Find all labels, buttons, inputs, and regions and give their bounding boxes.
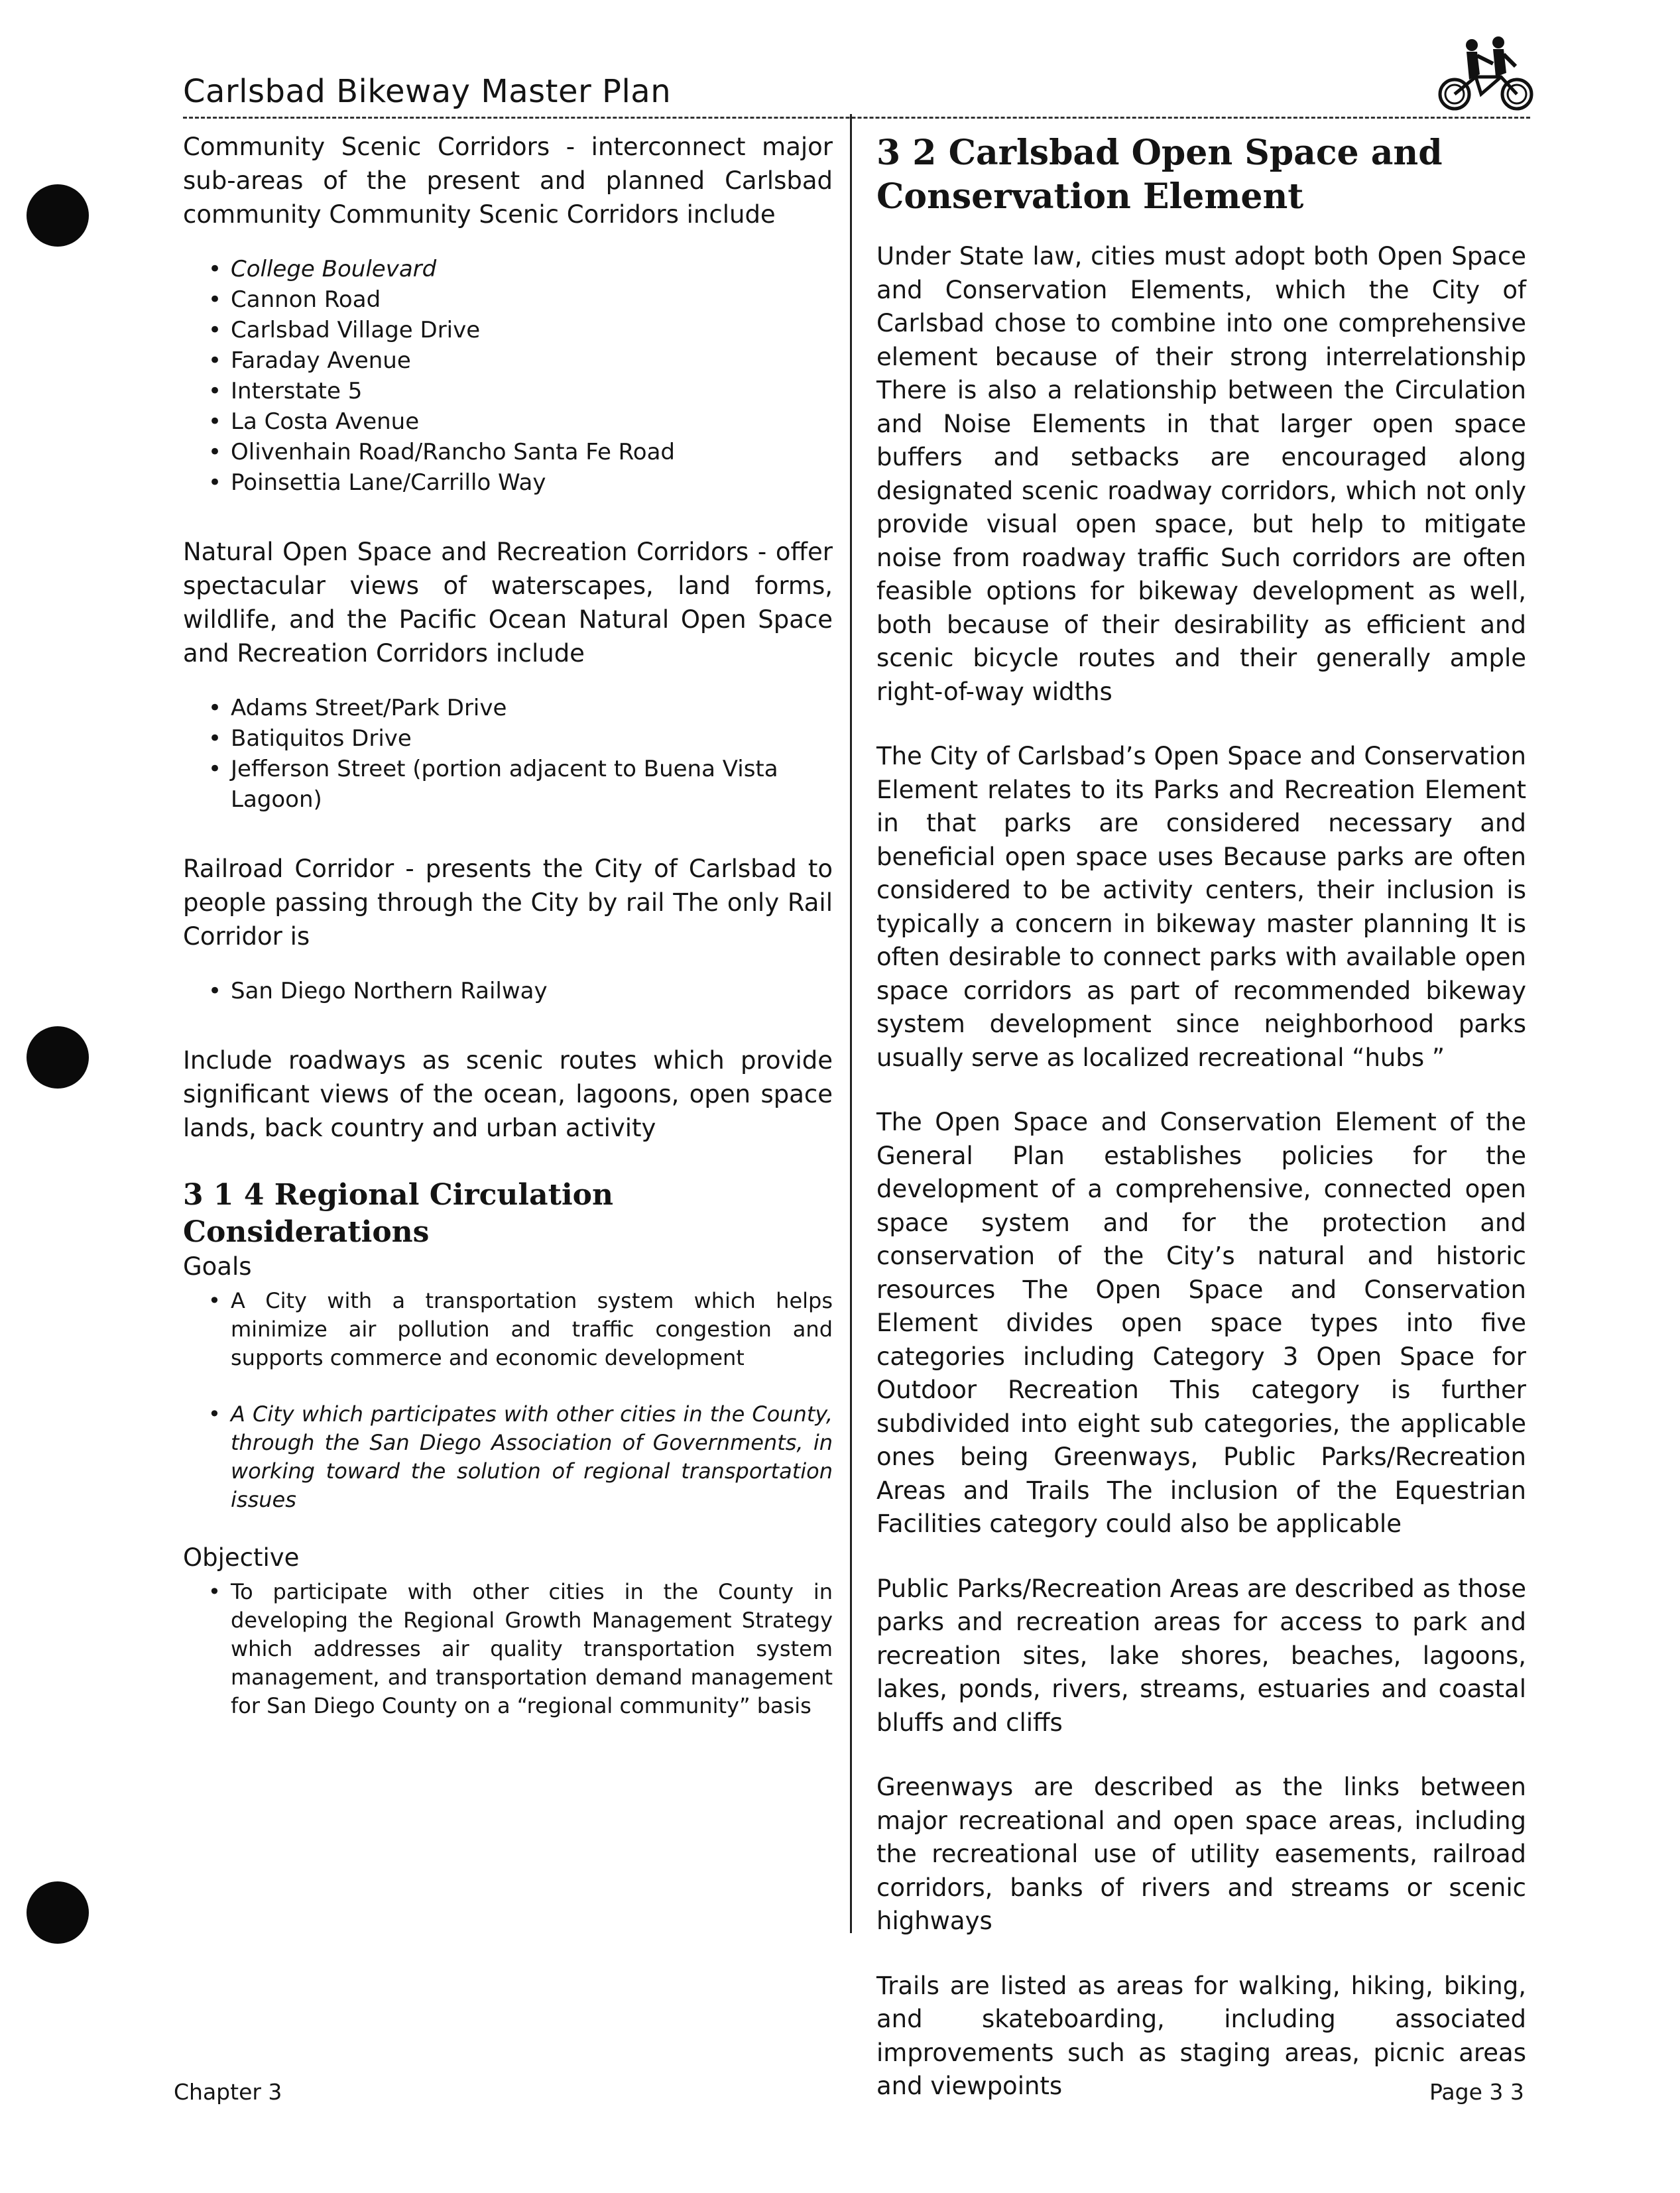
binder-hole-bottom <box>27 1881 89 1944</box>
binder-hole-middle <box>27 1026 89 1089</box>
objective-label: Objective <box>183 1543 300 1572</box>
list-item: • Faraday Avenue <box>208 345 833 376</box>
list-item: • Interstate 5 <box>208 376 833 406</box>
paragraph: Under State law, cities must adopt both Open Space and Conservation Elements, which the City of Carlsbad chose to combine into one comprehensive element because of their strong interrelationship There is also a relationship between the Circulation and Noise Elements in that larger open space buffers and setbacks are encouraged along designated scenic roadway corridors, which not only provide visual open space, but help to mitigate noise from roadway traffic Such corridors are often feasible options for bikeway development as well, both because of their desirability as efficient and scenic bicycle routes and their generally ample right-of-way widths <box>876 242 1526 706</box>
list-item: • Carlsbad Village Drive <box>208 315 833 345</box>
header-rule <box>183 117 1530 119</box>
list-item: • A City which participates with other cities in the County, through the San Diego Association of Governments, in working toward the solution of regional transportation issues <box>208 1400 833 1514</box>
list-item: • Jefferson Street (portion adjacent to Buena Vista Lagoon) <box>208 754 833 815</box>
list-item: • Poinsettia Lane/Carrillo Way <box>208 467 833 498</box>
column-divider <box>850 114 852 1933</box>
list-item: • Batiquitos Drive <box>208 723 833 754</box>
community-scenic-corridors-list <box>208 254 833 498</box>
natural-open-space-intro: Natural Open Space and Recreation Corridors - offer spectacular views of waterscapes, land forms, wildlife, and the Pacific Ocean Natural Open Space and Recreation Corridors include <box>183 538 833 668</box>
paragraph: The Open Space and Conservation Element of the General Plan establishes policies for the development of a comprehensive, connected open space system and for the protection and conservation of the City’s natural and historic resources The Open Space and Conservation Element divides open space types into five categories including Category 3 Open Space for Outdoor Recreation This category is further subdivided into eight sub categories, the applicable ones being Greenways, Public Parks/Recreation Areas and Trails The inclusion of the Equestrian Facilities category could also be applicable <box>876 1108 1526 1538</box>
list-item: • San Diego Northern Railway <box>208 976 833 1006</box>
left-column <box>183 130 833 1748</box>
list-item: • Olivenhain Road/Rancho Santa Fe Road <box>208 437 833 467</box>
list-item: • To participate with other cities in the County in developing the Regional Growth Management Strategy which addresses air quality transportation system management, and transportation demand management for San Diego County on a “regional community” basis <box>208 1578 833 1720</box>
section-heading-open-space: 3 2 Carlsbad Open Space and Conservation Element <box>876 133 1443 217</box>
goals-label: Goals <box>183 1252 252 1281</box>
scenic-routes-paragraph: Include roadways as scenic routes which provide significant views of the ocean, lagoons, open space lands, back country and urban activity <box>183 1046 833 1142</box>
objectives-list <box>208 1578 833 1720</box>
goals-list <box>208 1287 833 1514</box>
community-scenic-corridors-intro: Community Scenic Corridors - interconnect major sub-areas of the present and planned Carlsbad community Community Scenic Corridors include <box>183 133 833 229</box>
paragraph: Greenways are described as the links between major recreational and open space areas, including the recreational use of utility easements, railroad corridors, banks of rivers and streams or scenic highways <box>876 1773 1526 1935</box>
railroad-corridor-intro: Railroad Corridor - presents the City of Carlsbad to people passing through the City by rail The only Rail Corridor is <box>183 855 833 951</box>
binder-hole-top <box>27 184 89 247</box>
paragraph: Public Parks/Recreation Areas are described as those parks and recreation areas for access to park and recreation sites, lake shores, beaches, lagoons, lakes, ponds, rivers, streams, estuaries and coastal bluffs and cliffs <box>876 1574 1526 1737</box>
list-item: • La Costa Avenue <box>208 406 833 437</box>
natural-open-space-list <box>208 693 833 815</box>
paragraph: The City of Carlsbad’s Open Space and Conservation Element relates to its Parks and Recreation Element in that parks are considered necessary and beneficial open space uses Because parks are often considered to be activity centers, their inclusion is typically a concern in bikeway master planning It is often desirable to connect parks with available open space corridors as part of recommended bikeway system development since neighborhood parks usually serve as localized recreational “hubs ” <box>876 742 1526 1072</box>
footer-page-number: Page 3 3 <box>1429 2079 1524 2105</box>
list-item: • Cannon Road <box>208 284 833 315</box>
railroad-corridor-list <box>208 976 833 1006</box>
section-heading-regional-circulation: 3 1 4 Regional Circulation Considerations <box>183 1178 614 1249</box>
right-column <box>876 130 1526 2135</box>
list-item: • A City with a transportation system which helps minimize air pollution and traffic congestion and supports commerce and economic development <box>208 1287 833 1372</box>
footer-chapter: Chapter 3 <box>174 2079 282 2105</box>
document-title: Carlsbad Bikeway Master Plan <box>183 73 672 110</box>
list-item: • College Boulevard <box>208 254 833 284</box>
paragraph: Trails are listed as areas for walking, hiking, biking, and skateboarding, including associated improvements such as staging areas, picnic areas and viewpoints <box>876 1971 1526 2100</box>
list-item: • Adams Street/Park Drive <box>208 693 833 723</box>
tandem-bicycle-riders-icon <box>1437 33 1534 111</box>
